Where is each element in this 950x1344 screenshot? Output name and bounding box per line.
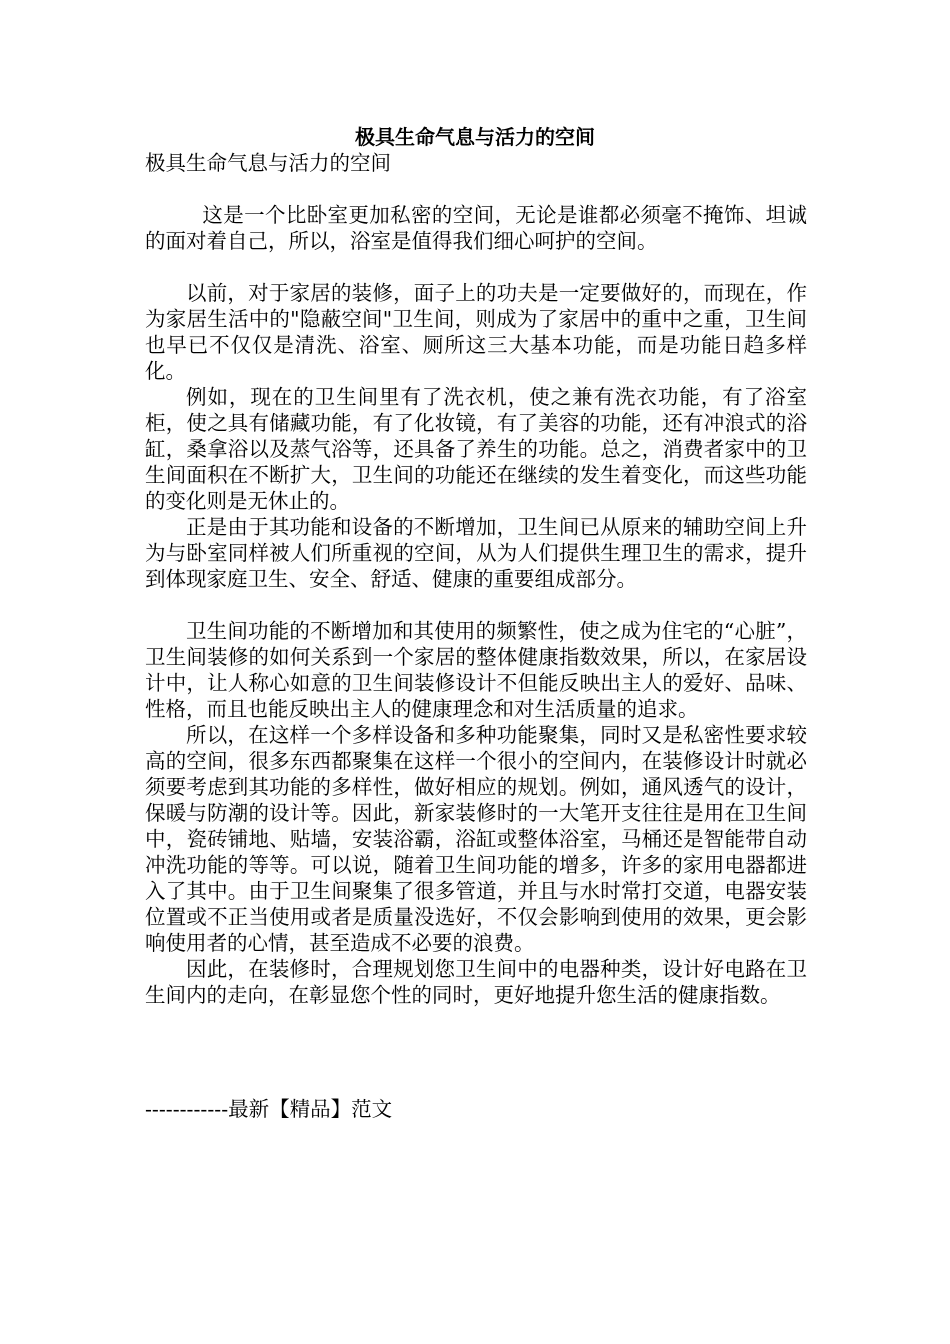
paragraph: 例如，现在的卫生间里有了洗衣机，使之兼有洗衣功能，有了浴室柜，使之具有储藏功能，有了化妆镜，有了美容的功能，还有冲浪式的浴缸，桑拿浴以及蒸气浴等，还具备了养生的功能。总之，消费者家中的卫生间面积在不断扩大，卫生间的功能还在继续的发生着变化，而这些功能的变化则是无休止的。	[145, 385, 807, 513]
blank-line	[145, 176, 807, 202]
document-title: 极具生命气息与活力的空间	[355, 125, 595, 149]
document-subtitle: 极具生命气息与活力的空间	[145, 151, 391, 175]
paragraph: 所以，在这样一个多样设备和多种功能聚集，同时又是私密性要求较高的空间，很多东西都聚集在这样一个很小的空间内，在装修设计时就必须要考虑到其功能的多样性，做好相应的规划。例如，通风透气的设计，保暖与防潮的设计等。因此，新家装修时的一大笔开支往往是用在卫生间中，瓷砖铺地、贴墙，安装浴霸，浴缸或整体浴室，马桶还是智能带自动冲洗功能的等等。可以说，随着卫生间功能的增多，许多的家用电器都进入了其中。由于卫生间聚集了很多管道，并且与水时常打交道，电器安装位置或不正当使用或者是质量没选好，不仅会影响到使用的效果，更会影响使用者的心情，甚至造成不必要的浪费。	[145, 723, 807, 955]
paragraph: 正是由于其功能和设备的不断增加，卫生间已从原来的辅助空间上升为与卧室同样被人们所重视的空间，从为人们提供生理卫生的需求，提升到体现家庭卫生、安全、舒适、健康的重要组成部分。	[145, 515, 807, 591]
blank-line	[145, 254, 807, 280]
paragraph: 卫生间功能的不断增加和其使用的频繁性，使之成为住宅的“心脏”，卫生间装修的如何关系到一个家居的整体健康指数效果，所以，在家居设计中，让人称心如意的卫生间装修设计不但能反映出主人的爱好、品味、性格，而且也能反映出主人的健康理念和对生活质量的追求。	[145, 619, 807, 721]
paragraph: 以前，对于家居的装修，面子上的功夫是一定要做好的，而现在，作为家居生活中的"隐蔽空间"卫生间，则成为了家居中的重中之重，卫生间也早已不仅仅是清洗、浴室、厕所这三大基本功能，而是功能日趋多样化。	[145, 281, 807, 383]
document-body	[145, 150, 807, 1008]
blank-line	[145, 592, 807, 618]
paragraph-intro: 这是一个比卧室更加私密的空间，无论是谁都必须毫不掩饰、坦诚的面对着自己，所以，浴室是值得我们细心呵护的空间。	[145, 203, 807, 253]
document-footer: ------------最新【精品】范文	[145, 1097, 393, 1121]
paragraph: 因此，在装修时，合理规划您卫生间中的电器种类，设计好电路在卫生间内的走向，在彰显您个性的同时，更好地提升您生活的健康指数。	[145, 957, 807, 1007]
